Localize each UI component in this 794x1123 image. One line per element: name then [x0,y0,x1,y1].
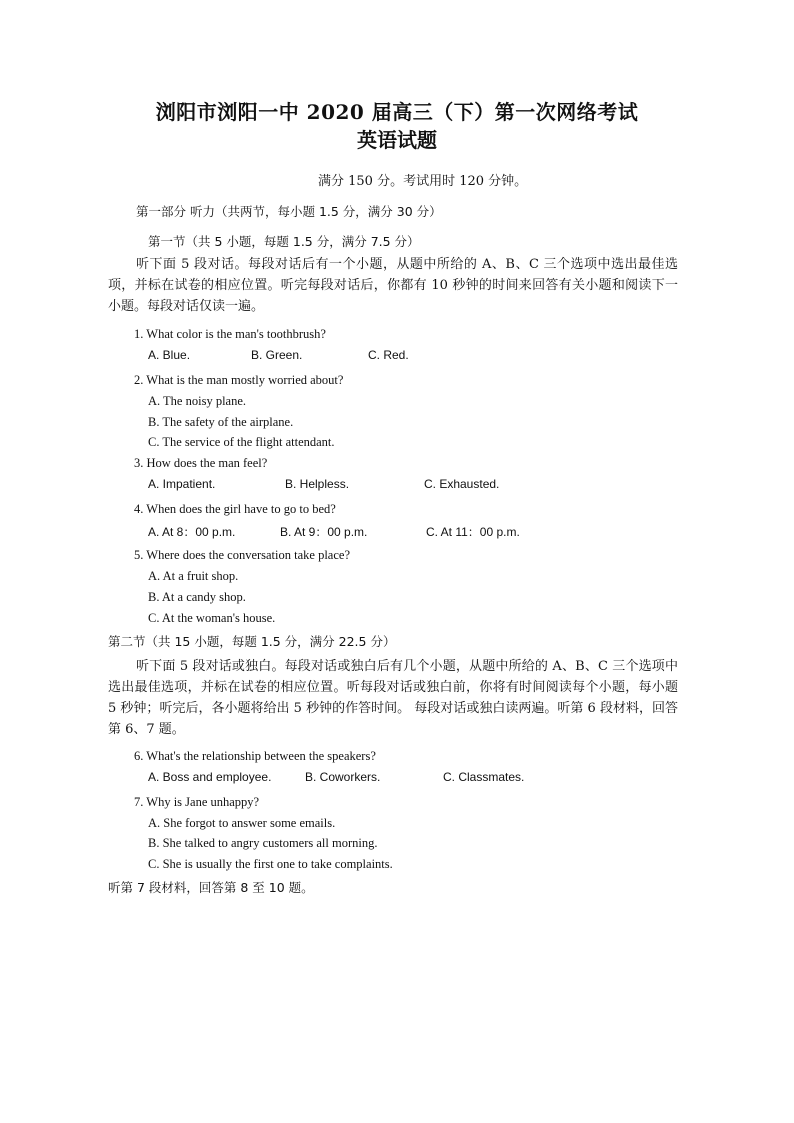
q6-option-b: B. Coworkers. [305,770,381,784]
q3-option-c: C. Exhausted. [424,477,500,491]
q1-option-c: C. Red. [368,348,409,362]
question-5-stem: 5. Where does the conversation take place? [134,548,350,562]
q4-option-b: B. At 9：00 p.m. [280,525,368,539]
question-4-stem: 4. When does the girl have to go to bed? [134,502,336,516]
question-7-stem: 7. Why is Jane unhappy? [134,795,260,809]
section2-instructions: 听下面 5 段对话或独白。每段对话或独白后有几个小题，从题中所给的 A、B、C 三个选项中选出最佳选项，并标在试卷的相应位置。听每段对话或独白前，你将有时间阅读每个小题，每小题 5 秒钟；听完后，各小题将给出 5 秒钟的作答时间。 每段对话或独白读两遍。听第 6 段材料，回答第 6、7 题。 [108,659,678,737]
section2-heading: 第二节（共 15 小题，每题 1.5 分，满分 22.5 分） [108,634,396,649]
q1-option-a: A. Blue. [148,348,191,362]
q2-option-a: A. The noisy plane. [148,394,247,408]
q5-option-a: A. At a fruit shop. [148,569,239,583]
q5-option-c: C. At the woman's house. [148,611,276,625]
part1-heading: 第一部分 听力（共两节，每小题 1.5 分，满分 30 分） [136,204,442,219]
q2-option-c: C. The service of the flight attendant. [148,435,335,449]
question-3-stem: 3. How does the man feel? [134,456,268,470]
q3-option-b: B. Helpless. [285,477,350,491]
exam-subtitle: 英语试题 [357,128,437,152]
question-2-stem: 2. What is the man mostly worried about? [134,373,344,387]
q4-option-a: A. At 8：00 p.m. [148,525,236,539]
q4-option-c: C. At 11：00 p.m. [426,525,520,539]
q6-option-c: C. Classmates. [443,770,525,784]
q2-option-b: B. The safety of the airplane. [148,415,294,429]
q6-option-a: A. Boss and employee. [148,770,272,784]
question-1-stem: 1. What color is the man's toothbrush? [134,327,326,341]
section1-instructions: 听下面 5 段对话。每段对话后有一个小题，从题中所给的 A、B、C 三个选项中选出最佳选项，并标在试卷的相应位置。听完每段对话后，你都有 10 秒钟的时间来回答有关小题和阅读下一小题。每段对话仅读一遍。 [108,257,678,314]
q7-option-a: A. She forgot to answer some emails. [148,816,336,830]
q7-option-c: C. She is usually the first one to take complaints. [148,857,393,871]
material-7-instruction: 听第 7 段材料，回答第 8 至 10 题。 [108,880,314,895]
q1-option-b: B. Green. [251,348,303,362]
q3-option-a: A. Impatient. [148,477,216,491]
q7-option-b: B. She talked to angry customers all morning. [148,836,378,850]
section1-heading: 第一节（共 5 小题，每题 1.5 分，满分 7.5 分） [148,234,420,249]
question-6-stem: 6. What's the relationship between the speakers? [134,749,376,763]
score-time-note: 满分 150 分。考试用时 120 分钟。 [318,174,528,189]
q5-option-b: B. At a candy shop. [148,590,246,604]
exam-title: 浏阳市浏阳一中 2020 届高三（下）第一次网络考试 [155,100,639,124]
